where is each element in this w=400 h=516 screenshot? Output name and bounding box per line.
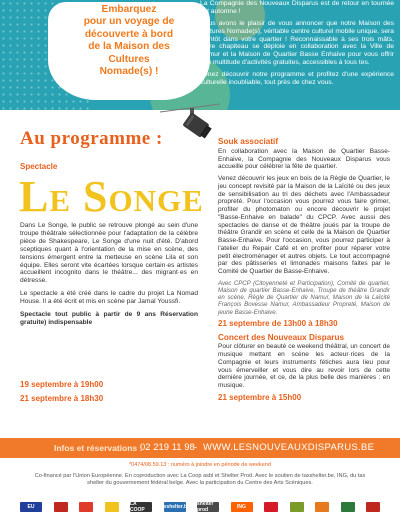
spectacle-label: Spectacle bbox=[20, 162, 58, 171]
partner-logo bbox=[290, 502, 304, 512]
souk-paragraph: Venez découvrir les jeux en bois de la Règle de Quartier, le jeu concept revisité par la Maison de la Laïcité ou des jeux de sensibilisation au tri des déchets avec l'Ambassadeur propreté. Pour l'occasion vous pourrez vous faire grimer, profiter du photomaton ou encore découvrir le projet "Basse-Enhaive en balade" du CPCP. Avec aussi des spectacles de danse et de théâtre joués par la troupe de théâtre Grandir en scène et celle de la Maison de Quartier Basse-Enhaive. Pour l'occasion, vous pourrez participer à l'atelier du Repair Café et en profiter pour réparer votre petit électroménager et autres objets. Le tout accompagné par des pâtisseries et limonades maisons faites par le Comité de Quartier de Basse-Enhaive. bbox=[218, 175, 390, 275]
partner-logo bbox=[105, 502, 119, 512]
souk-title: Souk associatif bbox=[218, 137, 279, 146]
separator: - bbox=[194, 442, 198, 453]
show-title: Le Songe bbox=[19, 172, 204, 221]
info-bar bbox=[0, 438, 400, 458]
concert-title: Concert des Nouveaux Disparus bbox=[218, 332, 345, 342]
program-heading: Au programme : bbox=[20, 128, 163, 149]
show-date: 21 septembre à 18h30 bbox=[20, 394, 104, 403]
souk-date: 21 septembre de 13h00 à 18h30 bbox=[218, 318, 338, 328]
intro-text bbox=[200, 0, 394, 91]
partner-logo: LA COOP bbox=[130, 502, 152, 512]
credits: Co-financé par l'Union Européenne. En coproduction avec La Coop asbl et Shelter Prod. Avec le soutien de taxshelter.be, ING, du tax shelter du gouvernement fédéral belge. Avec la participation du Centre des Arts Scéniques. bbox=[34, 473, 366, 486]
show-paragraph: Le spectacle a été créé dans le cadre du projet La Nomad House. Il a été écrit et mis en scène par Jamal Youssfi. bbox=[20, 290, 198, 306]
partner-logo bbox=[54, 502, 68, 512]
reservation-note: Spectacle tout public à partir de 9 ans Réservation gratuite) indispensable bbox=[20, 311, 198, 326]
partner-logo bbox=[366, 502, 380, 512]
souk-partners: Avec CPCP (Citoyenneté et Participation), Comité de quartier, Maison de quartier Basse-Enhaive, Troupe de théâtre Grandir en scène, Règle de Quartier de Namur, Maison de la Laïcité François Bovesse Namur, Ambassadeur Propreté, Maison de jeune Basse-Enhaive. bbox=[218, 279, 390, 316]
phone-number[interactable]: 02 219 11 98 bbox=[140, 442, 195, 453]
partner-logo: shelter prod bbox=[197, 502, 219, 512]
concert-paragraph: Pour clôturer en beauté ce weekend théâtral, un concert de musique mettant en scène les acteur·rices de la Compagnie et leurs instruments fétiches aura lieu pour vous émerveiller et vous dire au revoir lors de cette dernière journée, et ce, de la plus belle des manières : en musique. bbox=[218, 343, 390, 390]
intro-paragraph: La Compagnie des Nouveaux Disparus est de retour en tournée cet automne ! bbox=[200, 0, 394, 15]
partner-logo: EU bbox=[20, 502, 42, 512]
partner-logos bbox=[20, 500, 380, 514]
souk-paragraph: En collaboration avec la Maison de Quartier Basse-Enhaive, la Compagnie des Nouveaux Disparus vous accueille pour célébrer la fête de quartier. bbox=[218, 147, 390, 171]
show-description bbox=[20, 222, 198, 332]
website-link[interactable]: WWW.LESNOUVEAUXDISPARUS.BE bbox=[203, 442, 375, 453]
stage-light-icon bbox=[160, 100, 220, 150]
partner-logo: ING bbox=[231, 502, 253, 512]
right-column bbox=[218, 138, 390, 408]
intro-paragraph: Venez découvrir notre programme et profitez d'une expérience culturelle inoubliable, tout près de chez vous. bbox=[200, 71, 394, 87]
partner-logo bbox=[315, 502, 329, 512]
partner-logo bbox=[264, 502, 278, 512]
show-date: 19 septembre à 19h00 bbox=[20, 380, 104, 389]
intro-paragraph: Nous avons le plaisir de vous annoncer que notre Maison des Cultures Nomade(s), véritable centre culturel mobile unique, sera bientôt dans votre quartier ! Reconnaissable à ses trois mâts, notre chapiteau se déploie en collaboration avec la Ville de Namur et la Maison de Quartier Basse Enhaive pour vous offrir une multitude d'activités gratuites, accessibles à tous tes. bbox=[200, 20, 394, 67]
partner-logo bbox=[79, 502, 93, 512]
partner-logo: taxshelter.be bbox=[159, 504, 190, 510]
show-paragraph: Dans Le Songe, le public se retrouve plongé au sein d'une troupe théâtrale sélectionnée pour l'adaptation de la célèbre pièce de Shakespeare, Le Songe d'une nuit d'été. D'abord sceptiques quant à l'orientation de la mise en scène, des tensions émergent entre la metteuse en scène Lila et son équipe. Elles seront vite écartées lorsque certain·es artistes accueillent incognito dans le théâtre... des migrant·es en détresse. bbox=[20, 222, 198, 285]
badge-text: Embarquez pour un voyage de découverte à bord de la Maison des Cultures Nomade(s) ! bbox=[83, 4, 175, 78]
weekend-note: *0474/08.59.13 : numéro à joindre en période de weekend bbox=[129, 462, 271, 468]
partner-logo bbox=[341, 502, 355, 512]
info-label: Infos et réservations : bbox=[54, 443, 143, 453]
concert-date: 21 septembre à 15h00 bbox=[218, 392, 302, 402]
